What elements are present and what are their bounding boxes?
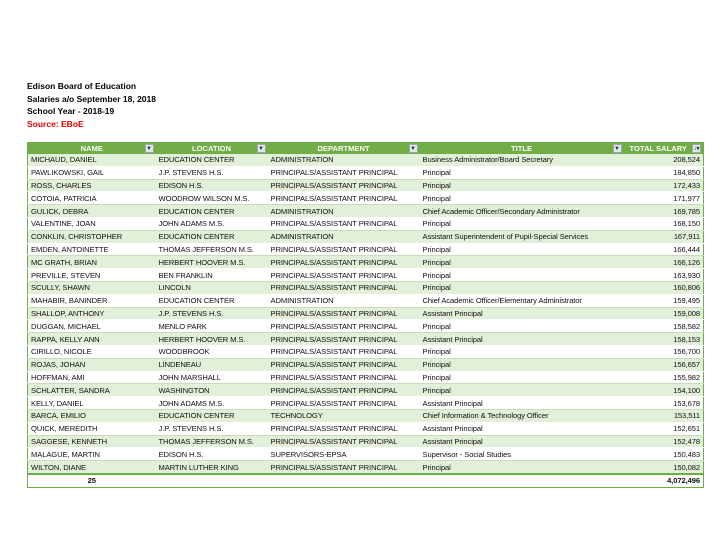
total-row [28, 474, 704, 487]
department-cell: PRINCIPALS/ASSISTANT PRINCIPAL [268, 461, 420, 474]
department-cell: PRINCIPALS/ASSISTANT PRINCIPAL [268, 384, 420, 397]
salary-cell: 150,082 [624, 461, 704, 474]
table-row [28, 435, 704, 448]
table-row [28, 422, 704, 435]
title-cell: Supervisor - Social Studies [420, 448, 624, 461]
location-cell: WOODBROOK [156, 345, 268, 358]
salary-cell: 167,911 [624, 230, 704, 243]
department-cell: PRINCIPALS/ASSISTANT PRINCIPAL [268, 345, 420, 358]
column-header-location[interactable] [156, 143, 268, 155]
total-count: 25 [28, 474, 156, 487]
table-row [28, 345, 704, 358]
title-cell: Principal [420, 371, 624, 384]
title-cell: Principal [420, 179, 624, 192]
title-cell: Assistant Superintendent of Pupil-Special Services [420, 230, 624, 243]
name-cell: VALENTINE, JOAN [28, 217, 156, 230]
location-cell: EDISON H.S. [156, 179, 268, 192]
department-cell: SUPERVISORS-EPSA [268, 448, 420, 461]
location-cell: EDUCATION CENTER [156, 205, 268, 218]
name-cell: GULICK, DEBRA [28, 205, 156, 218]
salary-cell: 152,651 [624, 422, 704, 435]
name-cell: CIRILLO, NICOLE [28, 345, 156, 358]
salary-cell: 168,150 [624, 217, 704, 230]
table-row [28, 294, 704, 307]
column-header-total-salary[interactable] [624, 143, 704, 155]
location-cell: JOHN ADAMS M.S. [156, 397, 268, 410]
salary-cell: 156,700 [624, 345, 704, 358]
location-cell: MARTIN LUTHER KING [156, 461, 268, 474]
salary-cell: 163,930 [624, 269, 704, 282]
salary-cell: 172,433 [624, 179, 704, 192]
department-cell: PRINCIPALS/ASSISTANT PRINCIPAL [268, 192, 420, 205]
location-cell: LINCOLN [156, 281, 268, 294]
title-cell: Chief Information & Technology Officer [420, 409, 624, 422]
dropdown-arrow-icon[interactable]: ▼ [146, 146, 152, 152]
column-header-title[interactable] [420, 143, 624, 155]
salary-cell: 169,785 [624, 205, 704, 218]
source-note: Source: EBoE [27, 118, 84, 129]
department-cell: ADMINISTRATION [268, 230, 420, 243]
name-cell: MC GRATH, BRIAN [28, 256, 156, 269]
title-cell: Business Administrator/Board Secretary [420, 154, 624, 166]
table-row [28, 256, 704, 269]
title-cell: Assistant Principal [420, 333, 624, 346]
name-cell: MAHABIR, BANINDER [28, 294, 156, 307]
title-cell: Principal [420, 384, 624, 397]
salary-cell: 152,478 [624, 435, 704, 448]
location-cell: EDUCATION CENTER [156, 409, 268, 422]
salary-cell: 166,126 [624, 256, 704, 269]
location-cell: WASHINGTON [156, 384, 268, 397]
empty-cell [268, 474, 420, 487]
empty-cell [420, 474, 624, 487]
department-cell: PRINCIPALS/ASSISTANT PRINCIPAL [268, 358, 420, 371]
name-cell: MALAGUE, MARTIN [28, 448, 156, 461]
report-header [27, 80, 156, 130]
table-row [28, 333, 704, 346]
salary-cell: 158,153 [624, 333, 704, 346]
department-cell: PRINCIPALS/ASSISTANT PRINCIPAL [268, 256, 420, 269]
department-cell: TECHNOLOGY [268, 409, 420, 422]
title-cell: Principal [420, 320, 624, 333]
table-row [28, 179, 704, 192]
name-cell: PAWLIKOWSKI, GAIL [28, 166, 156, 179]
salary-table [27, 142, 704, 488]
name-cell: HOFFMAN, AMI [28, 371, 156, 384]
location-cell: JOHN ADAMS M.S. [156, 217, 268, 230]
name-cell: BARCA, EMILIO [28, 409, 156, 422]
title-cell: Chief Academic Officer/Secondary Administrator [420, 205, 624, 218]
location-cell: EDUCATION CENTER [156, 154, 268, 166]
salary-cell: 155,982 [624, 371, 704, 384]
table-row [28, 448, 704, 461]
salary-cell: 166,444 [624, 243, 704, 256]
table-row [28, 307, 704, 320]
table-row [28, 217, 704, 230]
org-title: Edison Board of Education [27, 81, 137, 91]
column-label: TOTAL SALARY [629, 144, 687, 153]
salary-cell: 159,495 [624, 294, 704, 307]
salary-cell: 153,511 [624, 409, 704, 422]
location-cell: THOMAS JEFFERSON M.S. [156, 243, 268, 256]
dropdown-arrow-icon[interactable]: ▼ [410, 146, 416, 152]
name-cell: SCULLY, SHAWN [28, 281, 156, 294]
title-cell: Principal [420, 358, 624, 371]
total-salary: 4,072,496 [624, 474, 704, 487]
name-cell: ROSS, CHARLES [28, 179, 156, 192]
department-cell: PRINCIPALS/ASSISTANT PRINCIPAL [268, 422, 420, 435]
title-cell: Principal [420, 281, 624, 294]
empty-cell [156, 474, 268, 487]
location-cell: J.P. STEVENS H.S. [156, 307, 268, 320]
dropdown-arrow-icon[interactable]: ▼ [614, 146, 620, 152]
name-cell: RAPPA, KELLY ANN [28, 333, 156, 346]
table-body [28, 154, 704, 474]
location-cell: MENLO PARK [156, 320, 268, 333]
column-header-name[interactable] [28, 143, 156, 155]
location-cell: THOMAS JEFFERSON M.S. [156, 435, 268, 448]
department-cell: PRINCIPALS/ASSISTANT PRINCIPAL [268, 320, 420, 333]
column-header-department[interactable] [268, 143, 420, 155]
title-cell: Assistant Principal [420, 435, 624, 448]
location-cell: EDUCATION CENTER [156, 230, 268, 243]
column-label: NAME [80, 144, 103, 153]
title-cell: Assistant Principal [420, 397, 624, 410]
department-cell: PRINCIPALS/ASSISTANT PRINCIPAL [268, 397, 420, 410]
department-cell: PRINCIPALS/ASSISTANT PRINCIPAL [268, 166, 420, 179]
department-cell: PRINCIPALS/ASSISTANT PRINCIPAL [268, 371, 420, 384]
location-cell: HERBERT HOOVER M.S. [156, 333, 268, 346]
location-cell: LINDENEAU [156, 358, 268, 371]
table-row [28, 281, 704, 294]
location-cell: J.P. STEVENS H.S. [156, 422, 268, 435]
department-cell: PRINCIPALS/ASSISTANT PRINCIPAL [268, 333, 420, 346]
department-cell: PRINCIPALS/ASSISTANT PRINCIPAL [268, 307, 420, 320]
department-cell: PRINCIPALS/ASSISTANT PRINCIPAL [268, 435, 420, 448]
school-year: School Year - 2018-19 [27, 106, 115, 116]
table-header-row [28, 143, 704, 155]
title-cell: Principal [420, 461, 624, 474]
department-cell: ADMINISTRATION [268, 205, 420, 218]
department-cell: PRINCIPALS/ASSISTANT PRINCIPAL [268, 179, 420, 192]
title-cell: Principal [420, 243, 624, 256]
table-row [28, 166, 704, 179]
name-cell: WILTON, DIANE [28, 461, 156, 474]
salary-cell: 184,850 [624, 166, 704, 179]
title-cell: Principal [420, 166, 624, 179]
table-row [28, 371, 704, 384]
location-cell: JOHN MARSHALL [156, 371, 268, 384]
table-row [28, 384, 704, 397]
location-cell: HERBERT HOOVER M.S. [156, 256, 268, 269]
table-row [28, 358, 704, 371]
column-label: TITLE [510, 144, 533, 153]
name-cell: MICHAUD, DANIEL [28, 154, 156, 166]
table-row [28, 409, 704, 422]
salary-cell: 171,977 [624, 192, 704, 205]
department-cell: ADMINISTRATION [268, 294, 420, 307]
salary-cell: 150,483 [624, 448, 704, 461]
column-label: LOCATION [191, 144, 232, 153]
salary-cell: 156,657 [624, 358, 704, 371]
salary-cell: 158,582 [624, 320, 704, 333]
location-cell: EDISON H.S. [156, 448, 268, 461]
name-cell: ROJAS, JOHAN [28, 358, 156, 371]
table-row [28, 269, 704, 282]
title-cell: Assistant Principal [420, 422, 624, 435]
salary-cell: 153,678 [624, 397, 704, 410]
title-cell: Principal [420, 269, 624, 282]
column-label: DEPARTMENT [317, 144, 370, 153]
name-cell: QUICK, MEREDITH [28, 422, 156, 435]
salary-cell: 154,100 [624, 384, 704, 397]
location-cell: EDUCATION CENTER [156, 294, 268, 307]
title-cell: Chief Academic Officer/Elementary Administrator [420, 294, 624, 307]
table-row [28, 205, 704, 218]
title-cell: Principal [420, 256, 624, 269]
department-cell: PRINCIPALS/ASSISTANT PRINCIPAL [268, 217, 420, 230]
table-row [28, 397, 704, 410]
name-cell: SAGGESE, KENNETH [28, 435, 156, 448]
table-row [28, 192, 704, 205]
dropdown-arrow-icon[interactable]: ▼ [258, 146, 264, 152]
name-cell: CONKLIN, CHRISTOPHER [28, 230, 156, 243]
salary-cell: 160,806 [624, 281, 704, 294]
department-cell: PRINCIPALS/ASSISTANT PRINCIPAL [268, 269, 420, 282]
sort-filter-icon[interactable]: ↓▾ [693, 146, 700, 152]
department-cell: ADMINISTRATION [268, 154, 420, 166]
as-of-date: Salaries a/o September 18, 2018 [27, 93, 156, 104]
name-cell: PREVILLE, STEVEN [28, 269, 156, 282]
salary-cell: 159,008 [624, 307, 704, 320]
table-row [28, 461, 704, 474]
name-cell: SHALLOP, ANTHONY [28, 307, 156, 320]
location-cell: WOODROW WILSON M.S. [156, 192, 268, 205]
name-cell: KELLY, DANIEL [28, 397, 156, 410]
name-cell: SCHLATTER, SANDRA [28, 384, 156, 397]
table-row [28, 243, 704, 256]
salary-cell: 208,524 [624, 154, 704, 166]
location-cell: BEN FRANKLIN [156, 269, 268, 282]
name-cell: EMDEN, ANTOINETTE [28, 243, 156, 256]
name-cell: DUGGAN, MICHAEL [28, 320, 156, 333]
title-cell: Principal [420, 345, 624, 358]
title-cell: Assistant Principal [420, 307, 624, 320]
title-cell: Principal [420, 192, 624, 205]
table-row [28, 320, 704, 333]
table-row [28, 230, 704, 243]
department-cell: PRINCIPALS/ASSISTANT PRINCIPAL [268, 243, 420, 256]
name-cell: COTOIA, PATRICIA [28, 192, 156, 205]
department-cell: PRINCIPALS/ASSISTANT PRINCIPAL [268, 281, 420, 294]
location-cell: J.P. STEVENS H.S. [156, 166, 268, 179]
title-cell: Principal [420, 217, 624, 230]
table-row [28, 154, 704, 166]
